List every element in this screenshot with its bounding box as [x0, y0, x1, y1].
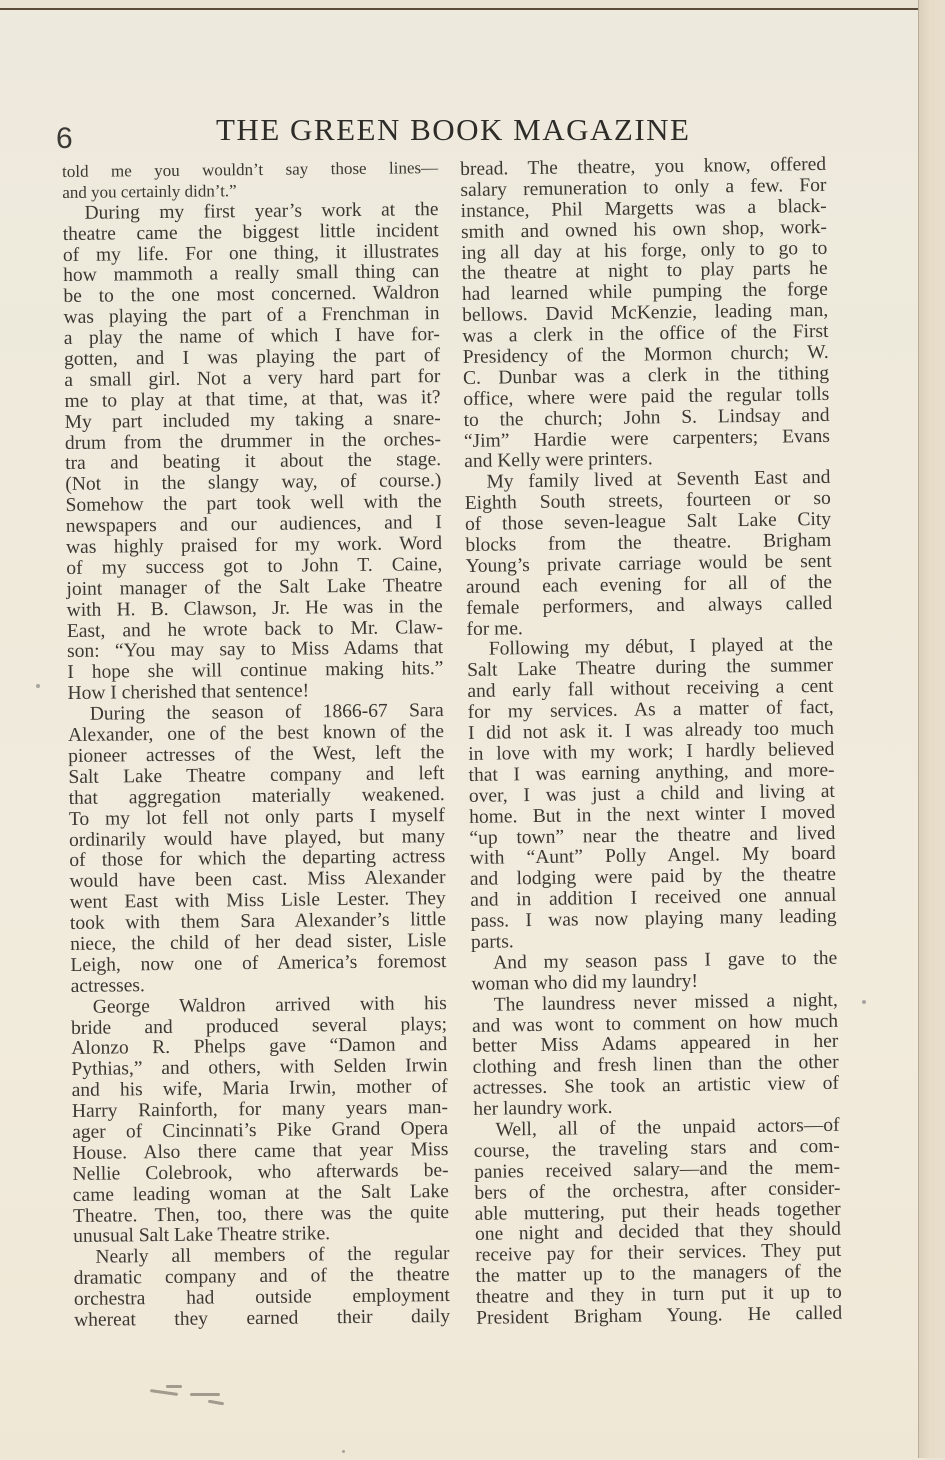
text-line: me to play at that time, at that, was it? — [64, 386, 441, 412]
text-line: and his wife, Maria Irwin, mother of — [71, 1076, 448, 1102]
text-line: the matter up to the managers of the — [475, 1260, 842, 1288]
text-line: able muttering, put their heads together — [474, 1198, 841, 1225]
text-line: course, the traveling stars and com- — [473, 1135, 840, 1162]
text-line: bread. The theatre, you know, offered — [459, 153, 827, 180]
text-line: instance, Phil Margetts was a black- — [460, 195, 827, 222]
text-line: To my lot fell not only parts I myself — [68, 804, 445, 830]
text-line: with H. B. Clawson, Jr. He was in the — [66, 595, 443, 621]
text-line: tra and beating it about the stage. — [65, 449, 442, 475]
text-line: be to the one most concerned. Waldron — [63, 282, 440, 308]
text-line: her laundry work. — [473, 1097, 613, 1120]
text-line: whereat they earned their daily — [74, 1305, 451, 1331]
text-line: actresses. — [70, 974, 145, 997]
text-line: Nellie Colebrook, who afterwards be- — [72, 1159, 449, 1185]
text-line: smith and owned his own shop, work- — [460, 216, 828, 243]
text-line: And my season pass I gave to the — [493, 947, 838, 974]
magazine-title: THE GREEN BOOK MAGAZINE — [216, 112, 691, 147]
text-line: salary remuneration to only a few. For — [460, 174, 827, 201]
text-line: had learned while pumping the forge — [461, 279, 828, 306]
text-line: was a clerk in the office of the First — [462, 320, 829, 348]
text-line: and early fall without receiving a cent — [467, 676, 834, 703]
text-line: a play the name of which I have for- — [63, 324, 440, 350]
text-line: President Brigham Young. He called — [476, 1302, 843, 1329]
text-line: receive pay for their services. They put — [475, 1240, 842, 1267]
text-line: clothing and fresh linen than the other — [472, 1052, 839, 1079]
text-line: Well, all of the unpaid actors—of — [495, 1114, 840, 1141]
text-line: I hope she will continue making hits.” — [67, 658, 444, 684]
text-line: George Waldron arrived with his — [92, 992, 447, 1018]
text-line: told me you wouldn’t say those lines— — [62, 158, 439, 181]
text-line: that I was earning anything, and more- — [468, 759, 835, 786]
text-column-left — [62, 158, 450, 1332]
text-line: bride and produced several plays; — [70, 1013, 448, 1039]
text-line: The laundress never missed a night, — [493, 989, 838, 1016]
page-edge — [918, 0, 945, 1458]
text-line: panies received salary—and the mem- — [473, 1156, 841, 1183]
text-line: “up town” near the theatre and lived — [469, 822, 836, 849]
text-line: ordinarily would have played, but many — [68, 825, 446, 851]
text-line: how mammoth a really small thing can — [63, 261, 440, 287]
text-line: gotten, and I was playing the part of — [63, 345, 441, 371]
text-line: and Kelly were printers. — [464, 448, 653, 473]
text-line: went East with Miss Lisle Lester. They — [69, 888, 446, 914]
text-line: and lodging were paid by the theatre — [469, 864, 837, 891]
ink-smudge — [150, 1385, 230, 1405]
text-line: bellows. David McKenzie, leading man, — [462, 300, 829, 327]
text-line: for me. — [466, 617, 524, 640]
text-line: for my services. As a matter of fact, — [467, 696, 834, 724]
text-line: newspapers and our audiences, and I — [65, 512, 442, 538]
running-header — [56, 106, 691, 156]
text-line: one night and decided that they should — [474, 1219, 842, 1246]
text-line: Somehow the part took well with the — [65, 491, 442, 517]
text-line: a small girl. Not a very hard part for — [64, 365, 441, 391]
text-line: During the season of 1866-67 Sara — [89, 700, 444, 725]
text-line: office, where were paid the regular tolls — [463, 383, 830, 410]
text-line: took with them Sara Alexander’s little — [69, 909, 447, 935]
text-line: unusual Salt Lake Theatre strike. — [73, 1223, 331, 1248]
text-line: How I cherished that sentence! — [67, 680, 310, 705]
text-line: and you certainly didn’t.” — [62, 181, 237, 202]
text-line: dramatic company and of the theatre — [73, 1264, 450, 1290]
text-line: orchestra had outside employment — [73, 1285, 451, 1311]
text-line: theatre and they in turn put it up to — [475, 1281, 842, 1308]
text-line: that aggregation materially weakened. — [68, 783, 445, 809]
text-line: Presidency of the Mormon church; W. — [462, 341, 829, 368]
text-line: ager of Cincinnati’s Pike Grand Opera — [72, 1117, 449, 1143]
text-line: bers of the orchestra, after consider- — [474, 1177, 841, 1204]
text-line: Eighth South streets, fourteen or so — [464, 488, 831, 515]
text-line: home. But in the next winter I moved — [469, 801, 836, 828]
text-line: Young’s private carriage would be sent — [465, 550, 832, 577]
text-line: would have been cast. Miss Alexander — [69, 867, 446, 893]
text-line: I did not ask it. I was already too much — [467, 717, 835, 744]
text-line: drum from the drummer in the orches- — [64, 428, 442, 454]
text-line: actresses. She took an artistic view of — [472, 1072, 840, 1100]
text-line: was playing the part of a Frenchman in — [63, 303, 440, 329]
text-line: better Miss Adams appeared in her — [472, 1031, 839, 1058]
text-line: of my life. For one thing, it illustrates — [62, 240, 440, 266]
text-line: parts. — [470, 931, 514, 953]
text-line: Leigh, now one of America’s foremost — [70, 950, 447, 976]
text-line: Salt Lake Theatre during the summer — [466, 655, 834, 682]
text-line: My family lived at Seventh East and — [486, 467, 831, 494]
text-line: Salt Lake Theatre company and left — [68, 762, 445, 788]
text-line: Alonzo R. Phelps gave “Damon and — [71, 1034, 448, 1060]
text-line: son: “You may say to Miss Adams that — [67, 637, 444, 663]
text-line: East, and he wrote back to Mr. Claw- — [66, 616, 444, 642]
text-line: was highly praised for my work. Word — [65, 533, 443, 559]
text-line: came leading woman at the Salt Lake — [72, 1180, 449, 1206]
text-line: C. Dunbar was a clerk in the tithing — [462, 362, 830, 389]
text-line: the theatre at night to play parts he — [461, 258, 828, 285]
text-line: over, I was just a child and living at — [468, 780, 835, 807]
text-line: female performers, and always called — [466, 592, 833, 619]
paper-speck — [342, 1450, 345, 1453]
text-line: of my success got to John T. Caine, — [66, 553, 443, 579]
text-line: Nearly all members of the regular — [95, 1243, 450, 1269]
text-line: Harry Rainforth, for many years man- — [71, 1097, 449, 1123]
text-line: to the church; John S. Lindsay and — [463, 404, 830, 431]
text-line: niece, the child of her dead sister, Lisle — [70, 929, 447, 955]
text-line: During my first year’s work at the — [84, 198, 439, 224]
text-line: Following my début, I played at the — [488, 634, 833, 661]
text-line: Theatre. Then, too, there was the quite — [72, 1201, 450, 1227]
text-line: Alexander, one of the best known of the — [67, 721, 445, 747]
text-line: theatre came the biggest little incident — [62, 219, 439, 245]
text-line: around each evening for all of the — [465, 571, 833, 598]
text-line: My part included my taking a snare- — [64, 407, 441, 433]
text-line: with “Aunt” Polly Angel. My board — [469, 843, 836, 870]
page-number: 6 — [56, 122, 73, 155]
text-line: Pythias,” and others, with Selden Irwin — [71, 1055, 448, 1081]
paper-speck — [862, 1000, 866, 1004]
text-line: of those seven-league Salt Lake City — [464, 508, 832, 536]
text-line: and was wont to comment on how much — [471, 1010, 839, 1037]
text-column-right — [460, 155, 842, 1330]
paper-speck — [36, 684, 40, 688]
text-line: woman who did my laundry! — [471, 970, 699, 995]
text-line: in love with my work; I hardly believed — [468, 738, 835, 765]
text-line: pioneer actresses of the West, left the — [68, 741, 445, 767]
text-line: ing all day at his forge, only to go to — [461, 237, 828, 264]
text-line: blocks from the theatre. Brigham — [465, 529, 832, 556]
text-line: pass. I was now playing many leading — [470, 905, 837, 932]
text-line: (Not in the slangy way, of course.) — [65, 470, 442, 496]
text-line: and in addition I received one annual — [470, 884, 837, 912]
text-line: “Jim” Hardie were carpenters; Evans — [463, 425, 831, 452]
text-line: joint manager of the Salt Lake Theatre — [66, 574, 443, 600]
text-line: House. Also there came that year Miss — [72, 1138, 449, 1164]
magazine-page — [0, 8, 925, 1460]
text-line: of those for which the departing actress — [69, 846, 446, 872]
